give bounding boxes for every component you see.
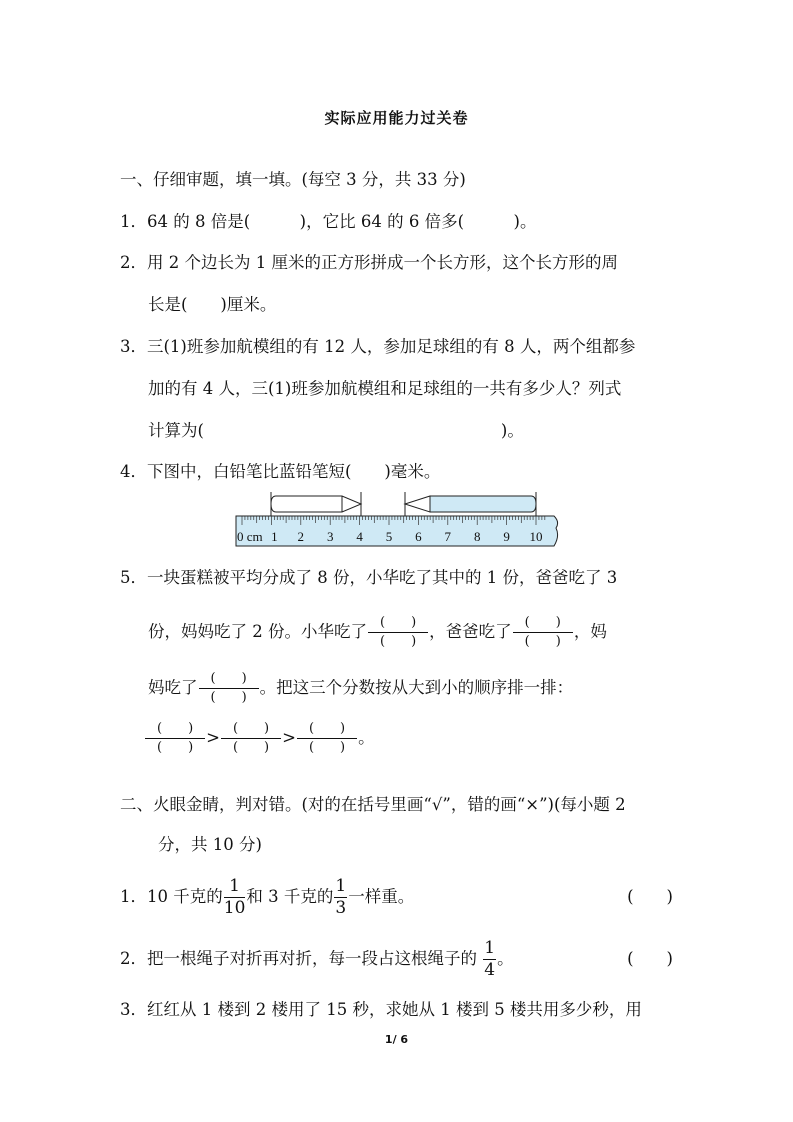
fraction-blank[interactable] <box>145 720 205 757</box>
text: ，爸爸吃了 <box>429 622 512 641</box>
text: 2．把一根绳子对折再对折，每一段占这根绳子的 <box>120 949 483 968</box>
ruler-label: 5 <box>385 529 393 544</box>
text: 一样重。 <box>348 887 415 906</box>
denominator: 4 <box>484 960 496 980</box>
page-title: 实际应用能力过关卷 <box>324 109 469 127</box>
blue-pencil <box>405 492 536 516</box>
fraction-ordering <box>144 718 375 758</box>
greater-than: > <box>282 728 296 747</box>
denominator[interactable]: ( ) <box>210 690 247 705</box>
question-1-4: 4．下图中，白铅笔比蓝铅笔短( )毫米。 <box>120 462 441 481</box>
numerator[interactable]: ( ) <box>199 670 259 689</box>
question-2-2 <box>120 937 673 981</box>
white-pencil <box>271 492 361 516</box>
denominator[interactable]: ( ) <box>524 634 561 649</box>
ruler-figure <box>234 492 560 550</box>
question-1-5: 5．一块蛋糕被平均分成了 8 份，小华吃了其中的 1 份，爸爸吃了 3 <box>120 568 618 587</box>
question-1-2-cont: 长是( )厘米。 <box>148 295 277 314</box>
ruler-label: 2 <box>297 529 305 544</box>
section2-heading-cont: 分，共 10 分) <box>158 835 262 854</box>
ruler-label: 10 <box>529 529 543 544</box>
question-1-3: 3．三(1)班参加航模组的有 12 人，参加足球组的有 8 人，两个组都参 <box>120 337 636 356</box>
question-1-2: 2．用 2 个边长为 1 厘米的正方形拼成一个长方形，这个长方形的周 <box>120 253 618 272</box>
question-1-1: 1．64 的 8 倍是( )，它比 64 的 6 倍多( )。 <box>120 212 537 231</box>
ruler-label: 9 <box>503 529 510 544</box>
text: 和 3 千克的 <box>246 887 334 906</box>
denominator: 3 <box>335 898 347 918</box>
fraction-blank[interactable] <box>297 720 357 757</box>
ruler-label: 1 <box>271 529 278 544</box>
ruler-label: 4 <box>356 529 363 544</box>
answer-paren[interactable]: ( ) <box>627 887 673 906</box>
numerator: 1 <box>335 876 347 896</box>
ruler-label: 3 <box>326 529 334 544</box>
text: ，妈 <box>573 622 607 641</box>
fraction <box>334 876 347 919</box>
text: 1．10 千克的 <box>120 887 223 906</box>
numerator[interactable]: ( ) <box>368 614 428 633</box>
denominator[interactable]: ( ) <box>232 740 270 755</box>
question-1-5-cont <box>148 612 607 652</box>
question-1-3-cont: 加的有 4 人，三(1)班参加航模组和足球组的一共有多少人？列式 <box>148 379 622 398</box>
question-2-3: 3．红红从 1 楼到 2 楼用了 15 秒，求她从 1 楼到 5 楼共用多少秒，用 <box>120 1000 642 1019</box>
greater-than: > <box>206 728 220 747</box>
page-number: 1/ 6 <box>384 1033 409 1046</box>
section2-heading: 二、火眼金睛，判对错。(对的在括号里画“√”，错的画“×”)(每小题 2 <box>120 795 626 814</box>
fraction-blank[interactable] <box>221 720 281 757</box>
text: 。 <box>358 728 375 747</box>
denominator: 10 <box>223 898 246 918</box>
question-1-5-cont2 <box>148 668 573 708</box>
numerator[interactable]: ( ) <box>297 720 357 739</box>
fraction <box>224 876 246 919</box>
ruler-label: 6 <box>415 529 422 544</box>
fraction <box>483 938 496 981</box>
text: 。 <box>497 949 514 968</box>
fraction-blank[interactable] <box>368 614 428 651</box>
answer-paren[interactable]: ( ) <box>627 949 673 968</box>
fraction-blank[interactable] <box>199 670 259 707</box>
ruler-label: 0 cm <box>237 529 263 544</box>
denominator[interactable]: ( ) <box>157 740 194 755</box>
denominator[interactable]: ( ) <box>380 634 417 649</box>
numerator[interactable]: ( ) <box>145 720 205 739</box>
fraction-blank[interactable] <box>513 614 573 651</box>
ruler-label: 8 <box>473 529 481 544</box>
numerator: 1 <box>484 938 496 958</box>
question-1-3-cont2: 计算为( )。 <box>148 421 524 440</box>
numerator: 1 <box>224 876 246 898</box>
text: 。把这三个分数按从大到小的顺序排一排： <box>259 678 574 697</box>
text: 妈吃了 <box>148 678 198 697</box>
numerator[interactable]: ( ) <box>221 720 281 739</box>
question-2-1 <box>120 875 673 919</box>
ruler-label: 7 <box>444 529 452 544</box>
numerator[interactable]: ( ) <box>513 614 573 633</box>
text: 份，妈妈吃了 2 份。小华吃了 <box>148 622 367 641</box>
section1-heading: 一、仔细审题，填一填。(每空 3 分，共 33 分) <box>120 170 466 189</box>
denominator[interactable]: ( ) <box>308 740 346 755</box>
